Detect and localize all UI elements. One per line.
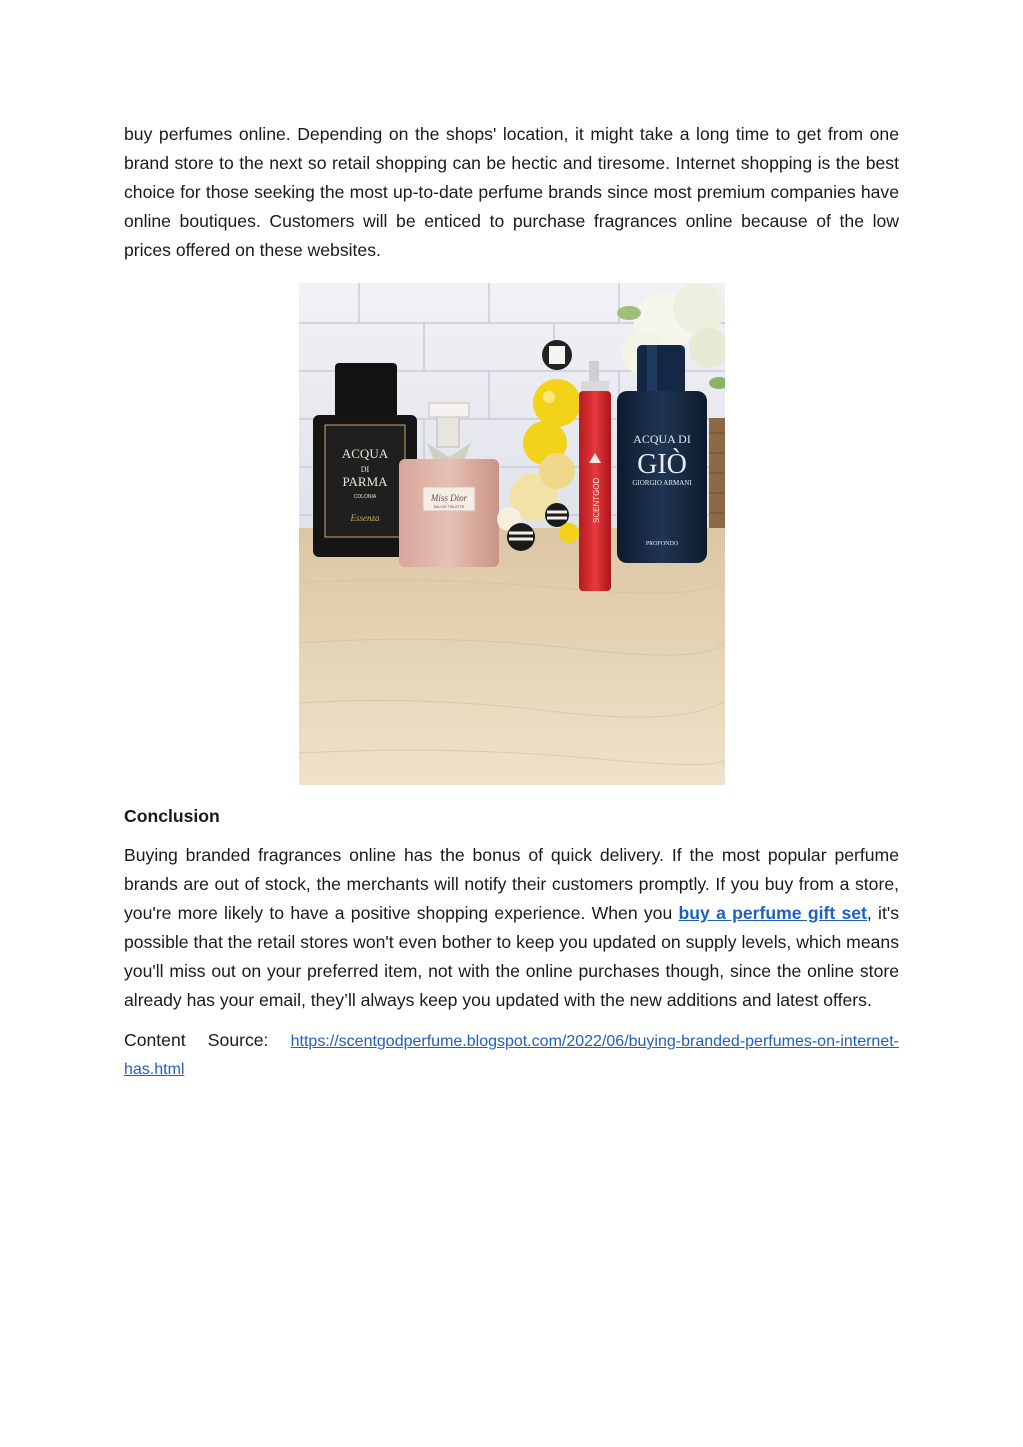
conclusion-text-part2: , it's possible that the retail stores won't even bother to keep you updated on supply levels, which means you'll miss out on your preferred item, not with the online purchases though, since the online store already has your email, they’ll always keep you updated with the new additions and latest offers. bbox=[124, 903, 900, 1010]
svg-text:ACQUA DI: ACQUA DI bbox=[632, 432, 691, 446]
content-source bbox=[124, 1027, 899, 1083]
svg-text:Miss Dior: Miss Dior bbox=[430, 493, 467, 503]
intro-paragraph: buy perfumes online. Depending on the shops' location, it might take a long time to get from one brand store to the next so retail shopping can be hectic and tiresome. Internet shopping is the best choice for those seeking the most up-to-date perfume brands since most premium companies have online boutiques. Customers will be enticed to purchase fragrances online because of the low prices offered on these websites. bbox=[124, 124, 899, 260]
perfume-bottles-photo bbox=[299, 283, 725, 785]
svg-text:PROFONDO: PROFONDO bbox=[645, 541, 678, 547]
svg-text:EAU DE TOILETTE: EAU DE TOILETTE bbox=[433, 505, 464, 509]
conclusion-paragraph bbox=[124, 841, 899, 1015]
svg-text:GIÒ: GIÒ bbox=[636, 449, 687, 480]
svg-text:ACQUA: ACQUA bbox=[341, 446, 388, 461]
buy-perfume-gift-set-link[interactable]: buy a perfume gift set bbox=[678, 903, 867, 923]
content-source-label: Content Source: bbox=[124, 1030, 269, 1050]
svg-text:PARMA: PARMA bbox=[341, 474, 388, 489]
conclusion-heading: Conclusion bbox=[124, 806, 220, 826]
content-source-link[interactable]: https://scentgodperfume.blogspot.com/2022/06/buying-branded-perfumes-on-internet-has.html bbox=[124, 1033, 899, 1078]
scentgod-atomizer bbox=[579, 361, 611, 591]
conclusion-text-part1: Buying branded fragrances online has the bonus of quick delivery. If the most popular perfume brands are out of stock, the merchants will notify their customers promptly. If you buy from a store, you're more likely to have a positive shopping experience. When you bbox=[124, 845, 899, 923]
svg-text:Essenza: Essenza bbox=[350, 513, 379, 523]
document-page bbox=[124, 120, 899, 1083]
svg-text:SCENTGOD: SCENTGOD bbox=[591, 477, 601, 523]
figure bbox=[124, 283, 899, 785]
svg-text:DI: DI bbox=[360, 465, 369, 474]
svg-text:COLONIA: COLONIA bbox=[353, 494, 376, 500]
svg-text:GIORGIO ARMANI: GIORGIO ARMANI bbox=[631, 479, 692, 487]
